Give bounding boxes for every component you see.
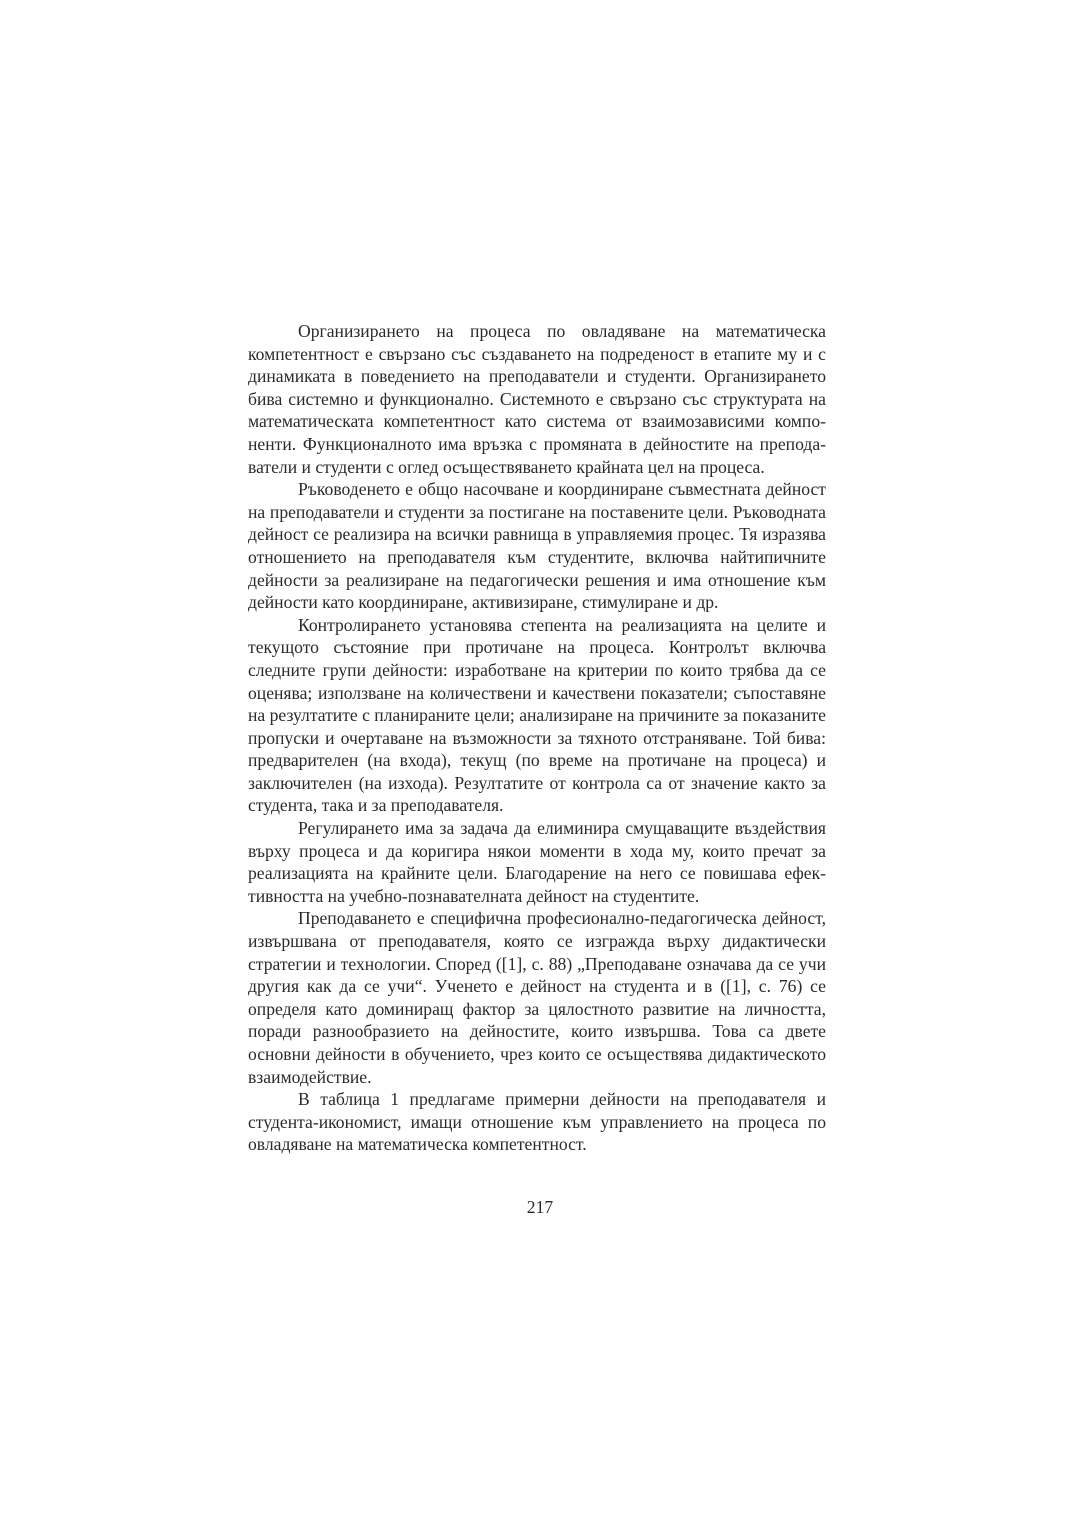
paragraph-table-reference: В таблица 1 предлагаме примерни дейности на преподавателя и студента-икономист, имащи отношение към управлението на процеса по овладяване на математическа компетентност. (248, 1089, 826, 1155)
paragraph-controlling: Контролирането установява степента на реализацията на целите и текущото състояние при протичане на процеса. Контролът включва следните групи дейности: изработване на критерии по които трябва да се оценява; използване на количествени и качествени показатели; съпоставяне на резултатите с планираните цели; анализиране на причините за показаните пропуски и очертаване на възможности за тяхното отстраняване. Той бива: предварителен (на входа), текущ (по време на протичане на процеса) и заключителен (на изхода). Резултатите от контрола са от значение както за студента, така и за преподавателя. (248, 614, 826, 816)
body-text (248, 320, 826, 1156)
paragraph-organizing: Организирането на процеса по овладяване на математическа компетентност е свързано със създаването на подреденост в етапите му и с динамиката в поведението на преподаватели и студенти. Организирането бива системно и функционално. Системното е свързано със структурата на математическата компетентност като система от взаимозависими компоненти. Функционалното има връзка с промяната в дейностите на преподаватели и студенти с оглед осъществяването крайната цел на процеса. (248, 321, 826, 477)
paragraph-regulating: Регулирането има за задача да елиминира смущаващите въздействия върху процеса и да коригира някои моменти в хода му, които пречат за реализацията на крайните цели. Благодарение на него се повишава ефективността на учебно-познавателната дейност на студентите. (248, 818, 826, 906)
paragraph-teaching: Преподаването е специфична професионално-педагогическа дейност, извършвана от преподавателя, която се изгражда върху дидактически стратегии и технологии. Според ([1], с. 88) „Преподаване означава да се учи другия как да се учи“. Ученето е дейност на студента и в ([1], с. 76) се определя като доминиращ фактор за цялостното развитие на личността, поради разнообразието на дейностите, които извършва. Това са двете основни дейности в обучението, чрез които се осъществява дидактическото взаимодействие. (248, 908, 826, 1087)
page-number: 217 (526, 1197, 554, 1217)
paragraph-leading: Ръководенето е общо насочване и координиране съвместната дейност на преподаватели и студенти за постигане на поставените цели. Ръководната дейност се реализира на всички равнища в управляемия процес. Тя изразява отношението на преподавателя към студентите, включва найтипичните дейности за реализиране на педагогически решения и има отношение към дейности като координиране, активизиране, стимулиране и др. (248, 479, 826, 613)
